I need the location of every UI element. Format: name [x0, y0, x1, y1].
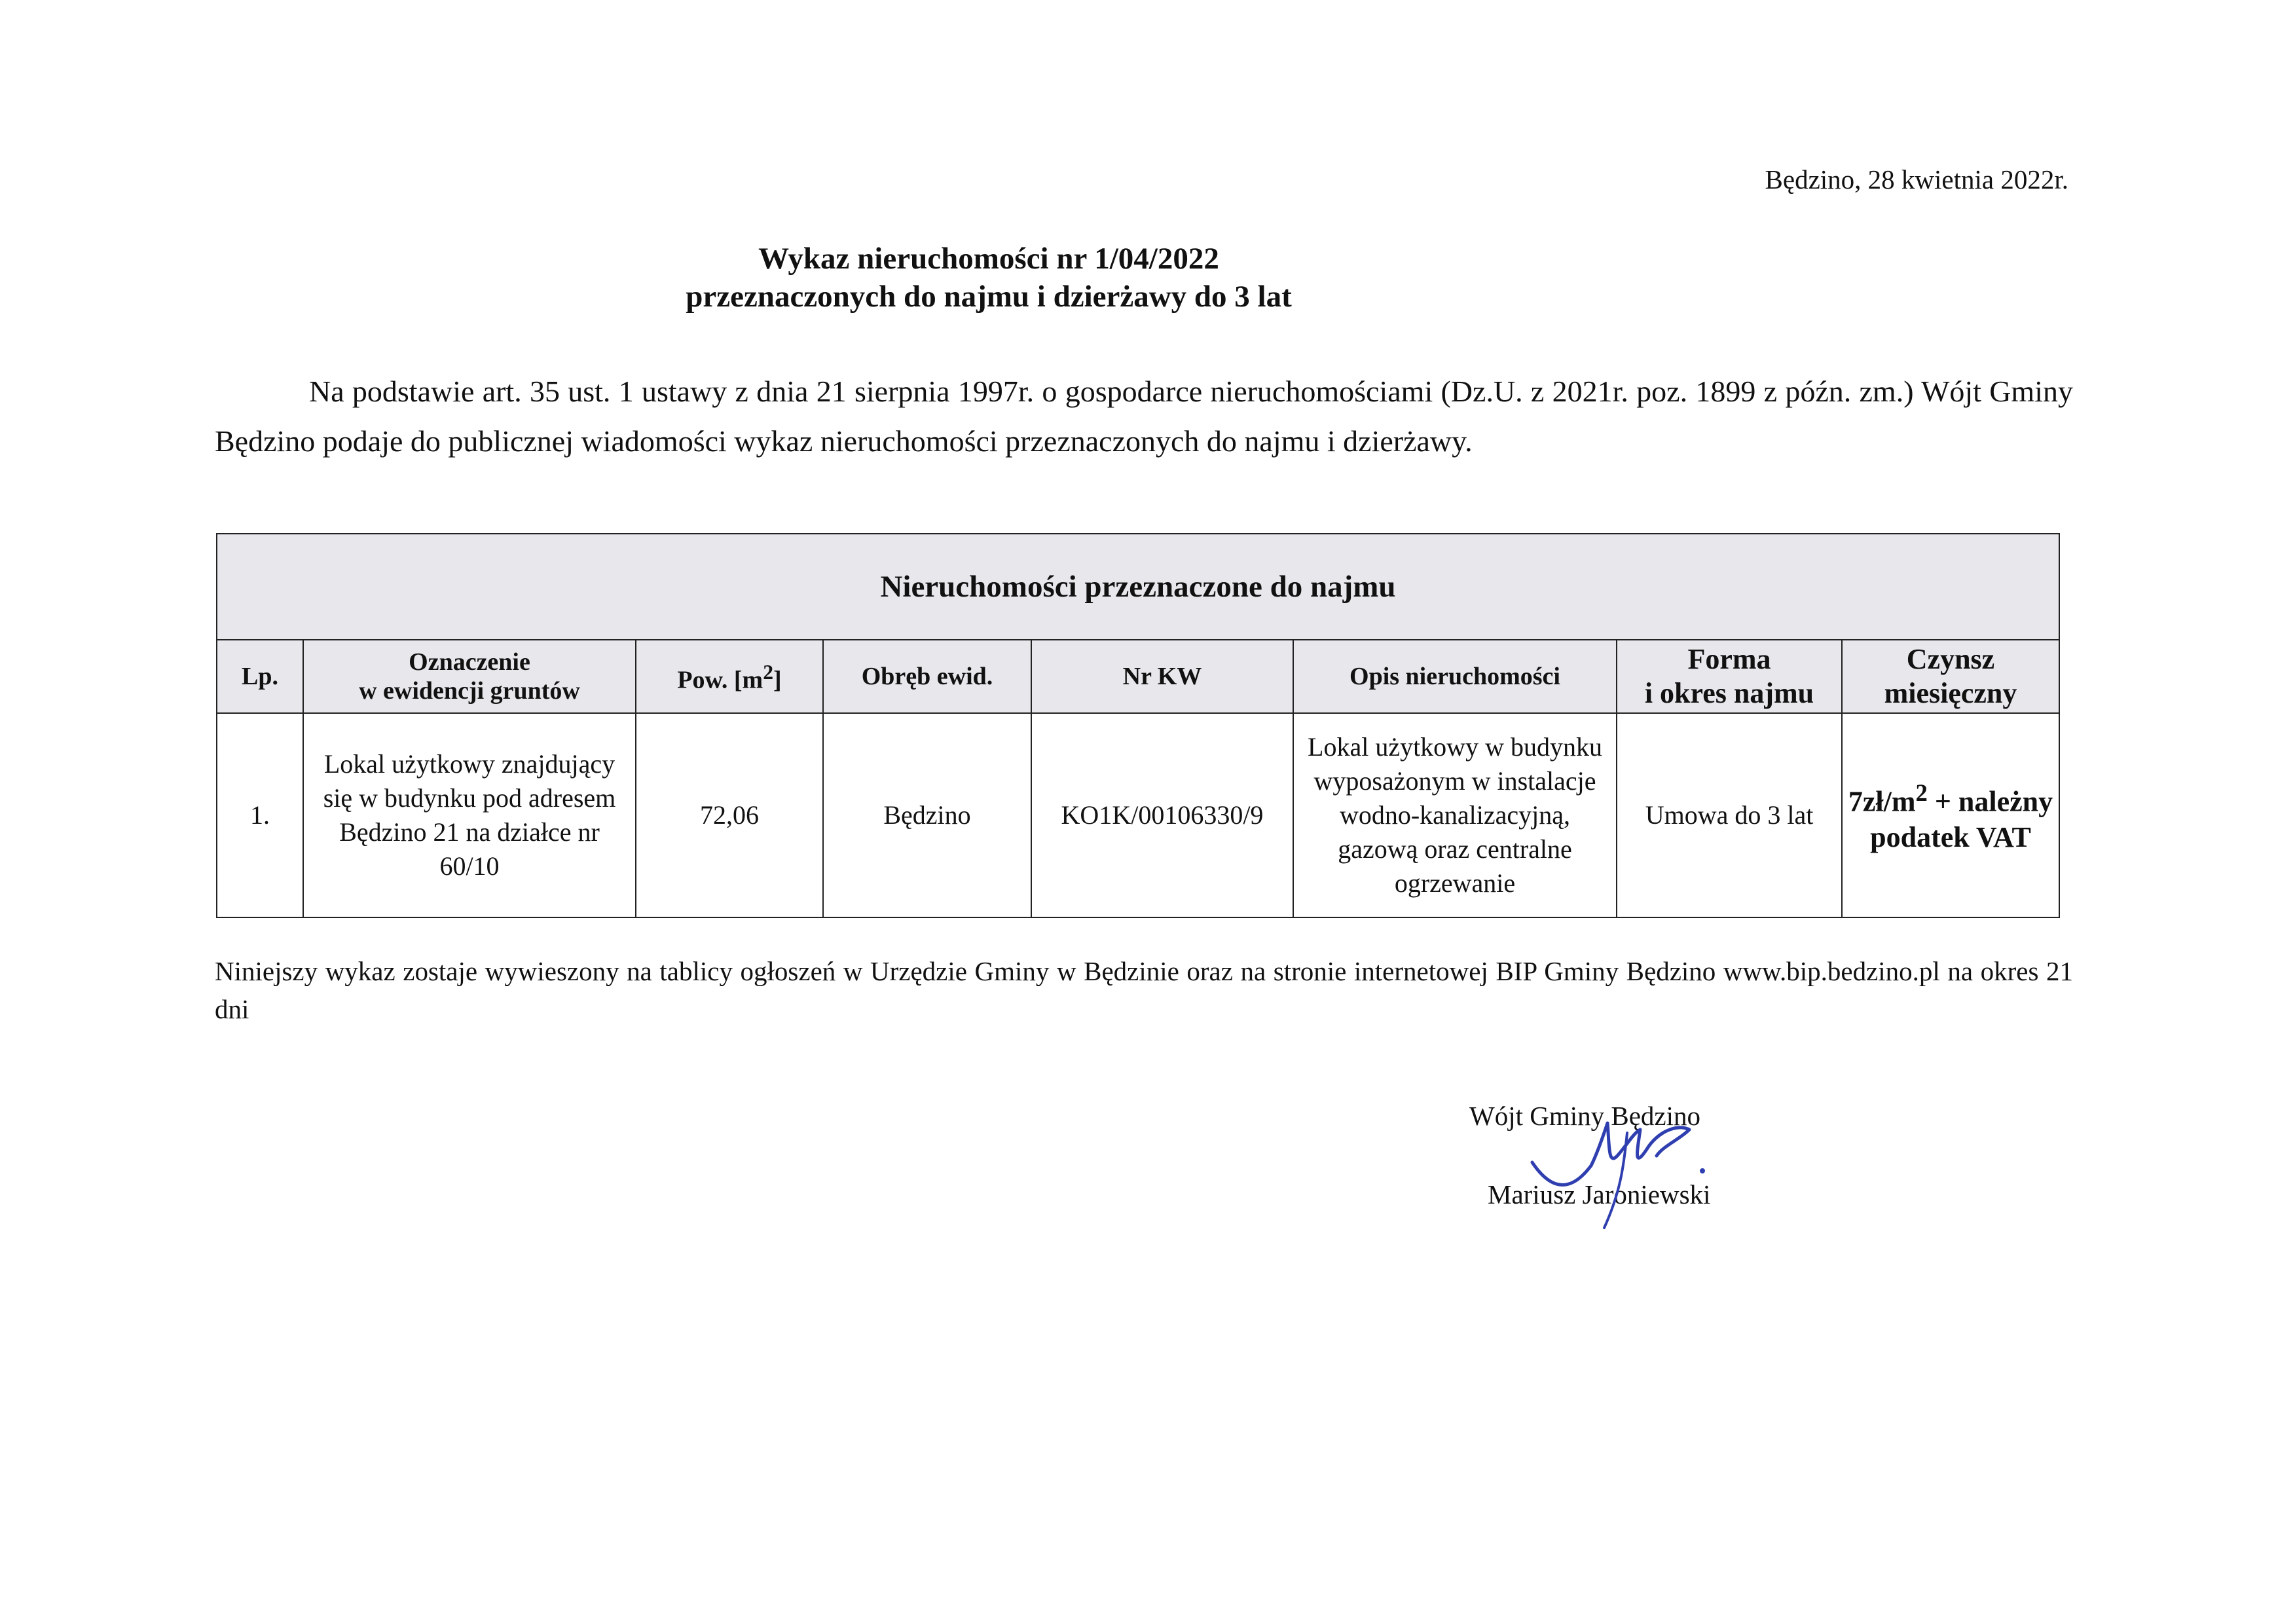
header-forma: Forma i okres najmu	[1617, 640, 1842, 713]
header-oznaczenie: Oznaczenie w ewidencji gruntów	[303, 640, 636, 713]
property-table	[216, 533, 2059, 918]
document-title	[0, 240, 1977, 316]
document-date: Będzino, 28 kwietnia 2022r.	[1765, 164, 2068, 194]
cell-nrkw: KO1K/00106330/9	[1031, 713, 1293, 917]
header-czynsz: Czynsz miesięczny	[1842, 640, 2059, 713]
handwritten-signature	[1493, 1094, 1768, 1244]
cell-obreb: Będzino	[823, 713, 1031, 917]
header-obreb: Obręb ewid.	[823, 640, 1031, 713]
table-header-row	[217, 640, 2059, 713]
signatory-name: Mariusz Jaroniewski	[1488, 1179, 1711, 1209]
intro-paragraph: Na podstawie art. 35 ust. 1 ustawy z dnia 21 sierpnia 1997r. o gospodarce nieruchomościami (Dz.U. z 2021r. poz. 1899 z późn. zm.) Wójt Gminy Będzino podaje do publicznej wiadomości wykaz nieruchomości przeznaczonych do najmu i dzierżawy.	[215, 375, 2073, 458]
header-pow: Pow. $[m^2]$	[636, 640, 823, 713]
header-lp: Lp.	[217, 640, 303, 713]
cell-pow: 72,06	[636, 713, 823, 917]
cell-czynsz: $7zł/m^2$ + należny podatek VAT	[1842, 713, 2059, 917]
table-caption: Nieruchomości przeznaczone do najmu	[217, 534, 2059, 640]
table-row	[217, 713, 2059, 917]
cell-forma: Umowa do 3 lat	[1617, 713, 1842, 917]
cell-lp: 1.	[217, 713, 303, 917]
header-opis: Opis nieruchomości	[1293, 640, 1617, 713]
property-table-grid	[216, 533, 2060, 918]
cell-oznaczenie: Lokal użytkowy znajdujący się w budynku pod adresem Będzino 21 na działce nr 60/10	[303, 713, 636, 917]
title-line-1: Wykaz nieruchomości nr 1/04/2022	[758, 242, 1219, 276]
footer-note: Niniejszy wykaz zostaje wywieszony na tablicy ogłoszeń w Urzędzie Gminy w Będzinie oraz na stronie internetowej BIP Gminy Będzino www.bip.bedzino.pl na okres 21 dni	[215, 956, 2073, 1024]
header-nrkw: Nr KW	[1031, 640, 1293, 713]
signatory-title: Wójt Gminy Będzino	[1469, 1101, 1701, 1131]
title-line-2: przeznaczonych do najmu i dzierżawy do 3 lat	[686, 280, 1292, 314]
cell-opis: Lokal użytkowy w budynku wyposażonym w instalacje wodno-kanalizacyjną, gazową oraz centralne ogrzewanie	[1293, 713, 1617, 917]
